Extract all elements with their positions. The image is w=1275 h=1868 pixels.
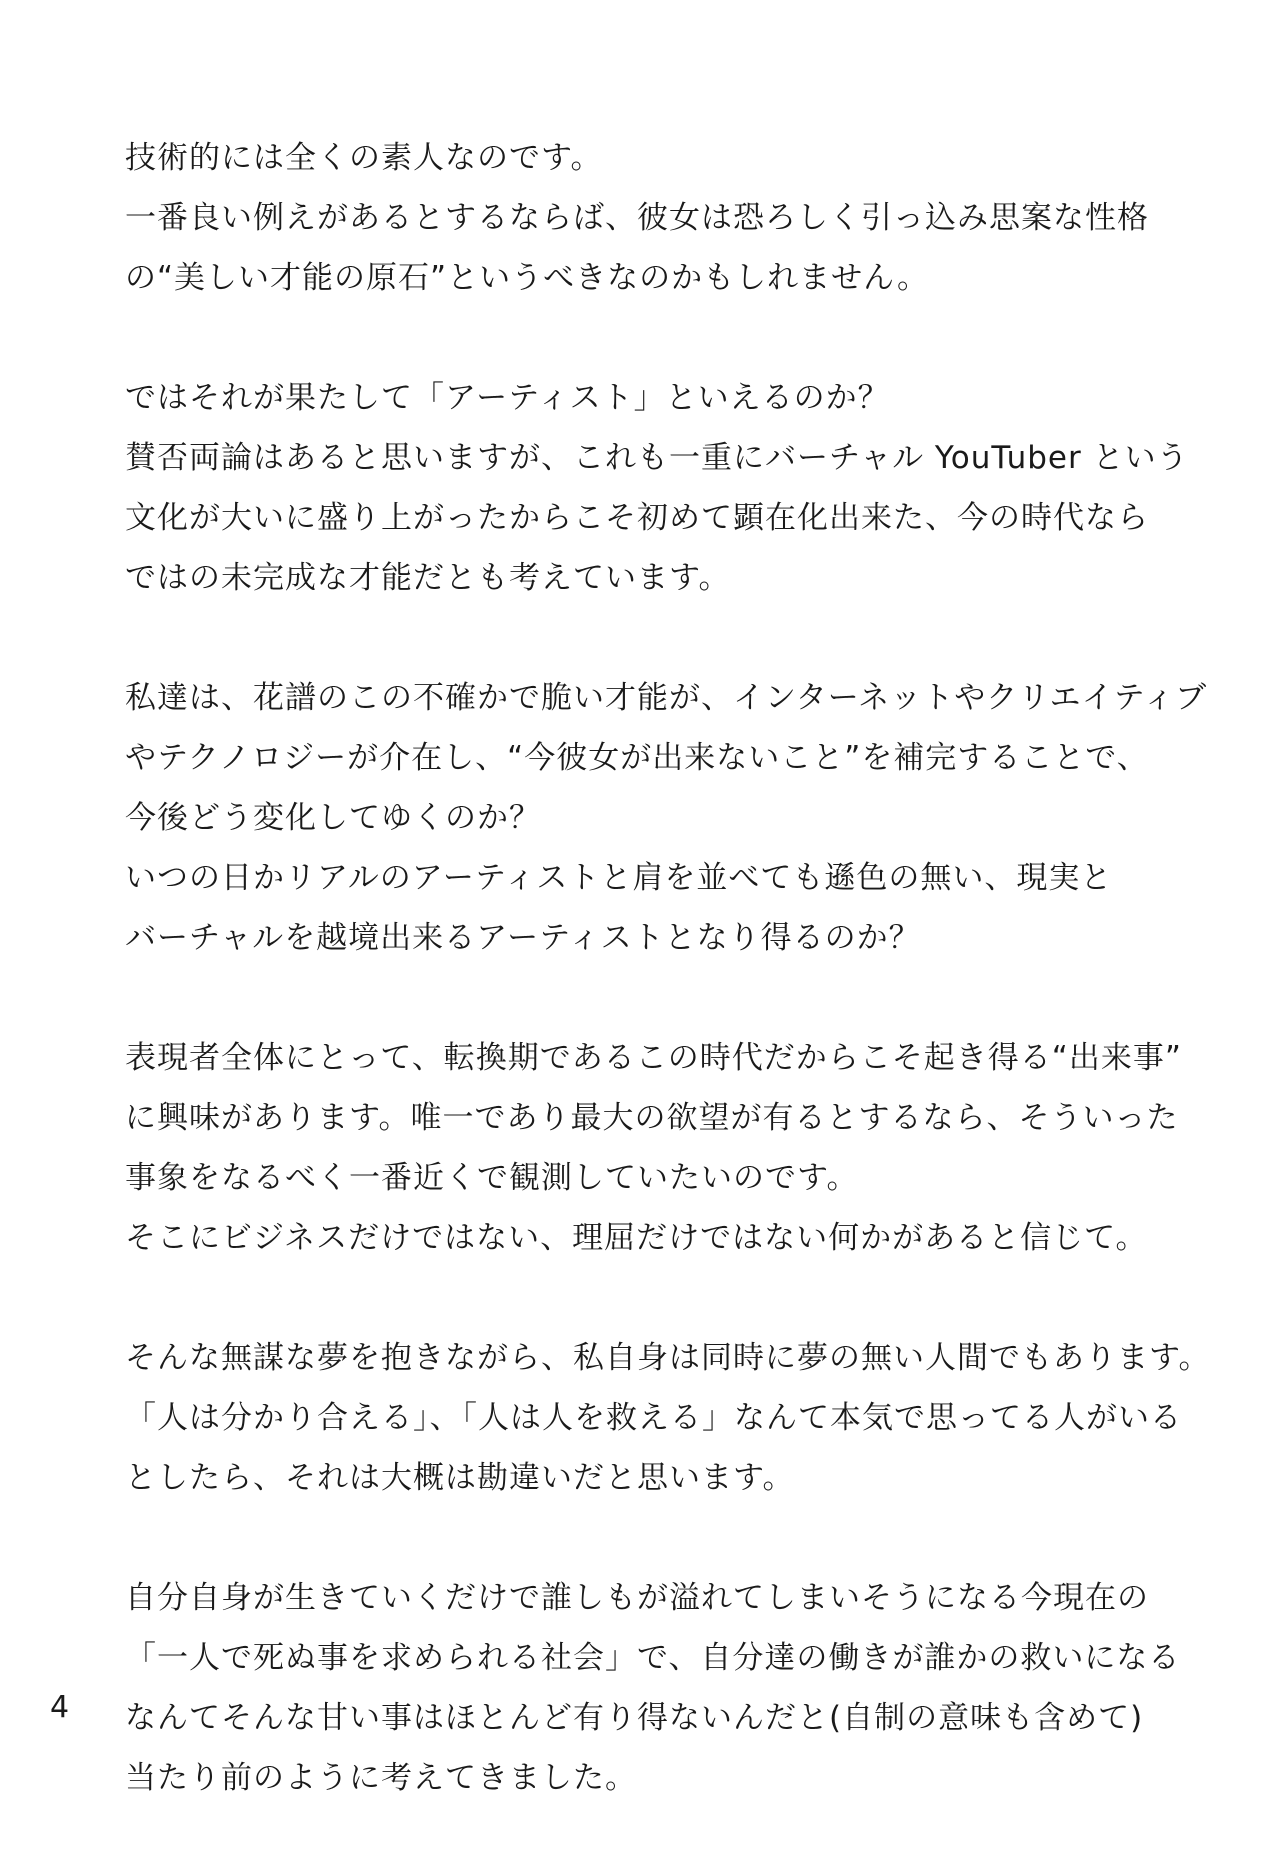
paragraph-1 <box>125 128 1175 308</box>
text-line: 賛否両論はあると思いますが、これも一重にバーチャル YouTuber という <box>125 440 1189 476</box>
text-line: 事象をなるべく一番近くで観測していたいのです。 <box>125 1160 859 1196</box>
text-line: そんな無謀な夢を抱きながら、私自身は同時に夢の無い人間でもあります。 <box>125 1340 1211 1376</box>
paragraph-4 <box>125 1028 1182 1268</box>
text-line: 表現者全体にとって、転換期であるこの時代だからこそ起き得る“出来事” <box>125 1040 1182 1076</box>
page-number: 4 <box>50 1690 70 1725</box>
body-text <box>125 128 1211 1868</box>
text-line: 自分自身が生きていくだけで誰しもが溢れてしまいそうになる今現在の <box>125 1580 1149 1616</box>
paragraph-6 <box>125 1568 1181 1808</box>
text-line: ではそれが果たして「アーティスト」といえるのか？ <box>125 380 890 416</box>
text-line: 一番良い例えがあるとするならば、彼女は恐ろしく引っ込み思案な性格 <box>125 200 1149 236</box>
text-line: バーチャルを越境出来るアーティストとなり得るのか？ <box>125 920 921 956</box>
text-line: ではの未完成な才能だとも考えています。 <box>125 560 731 596</box>
text-line: の“美しい才能の原石”というべきなのかもしれません。 <box>125 260 929 296</box>
text-line: としたら、それは大概は勘違いだと思います。 <box>125 1460 795 1496</box>
text-line: 「人は分かり合える」、「人は人を救える」なんて本気で思ってる人がいる <box>125 1400 1182 1436</box>
text-line: 「一人で死ぬ事を求められる社会」で、自分達の働きが誰かの救いになる <box>125 1640 1181 1676</box>
paragraph-2 <box>125 368 1189 608</box>
text-line: に興味があります。唯一であり最大の欲望が有るとするなら、そういった <box>125 1100 1179 1136</box>
text-line: 今後どう変化してゆくのか？ <box>125 800 541 836</box>
text-line: いつの日かリアルのアーティストと肩を並べても遜色の無い、現実と <box>125 860 1113 896</box>
text-line: 当たり前のように考えてきました。 <box>125 1760 637 1796</box>
text-line: そこにビジネスだけではない、理屈だけではない何かがあると信じて。 <box>125 1220 1148 1256</box>
text-line: なんてそんな甘い事はほとんど有り得ないんだと(自制の意味も含めて) <box>125 1700 1144 1736</box>
paragraph-3 <box>125 668 1208 968</box>
text-line: 文化が大いに盛り上がったからこそ初めて顕在化出来た、今の時代なら <box>125 500 1149 536</box>
text-line: 技術的には全くの素人なのです。 <box>125 140 603 176</box>
text-line: やテクノロジーが介在し、“今彼女が出来ないこと”を補完することで、 <box>125 740 1149 776</box>
paragraph-5 <box>125 1328 1211 1508</box>
text-line: 私達は、花譜のこの不確かで脆い才能が、インターネットやクリエイティブ <box>125 680 1208 716</box>
